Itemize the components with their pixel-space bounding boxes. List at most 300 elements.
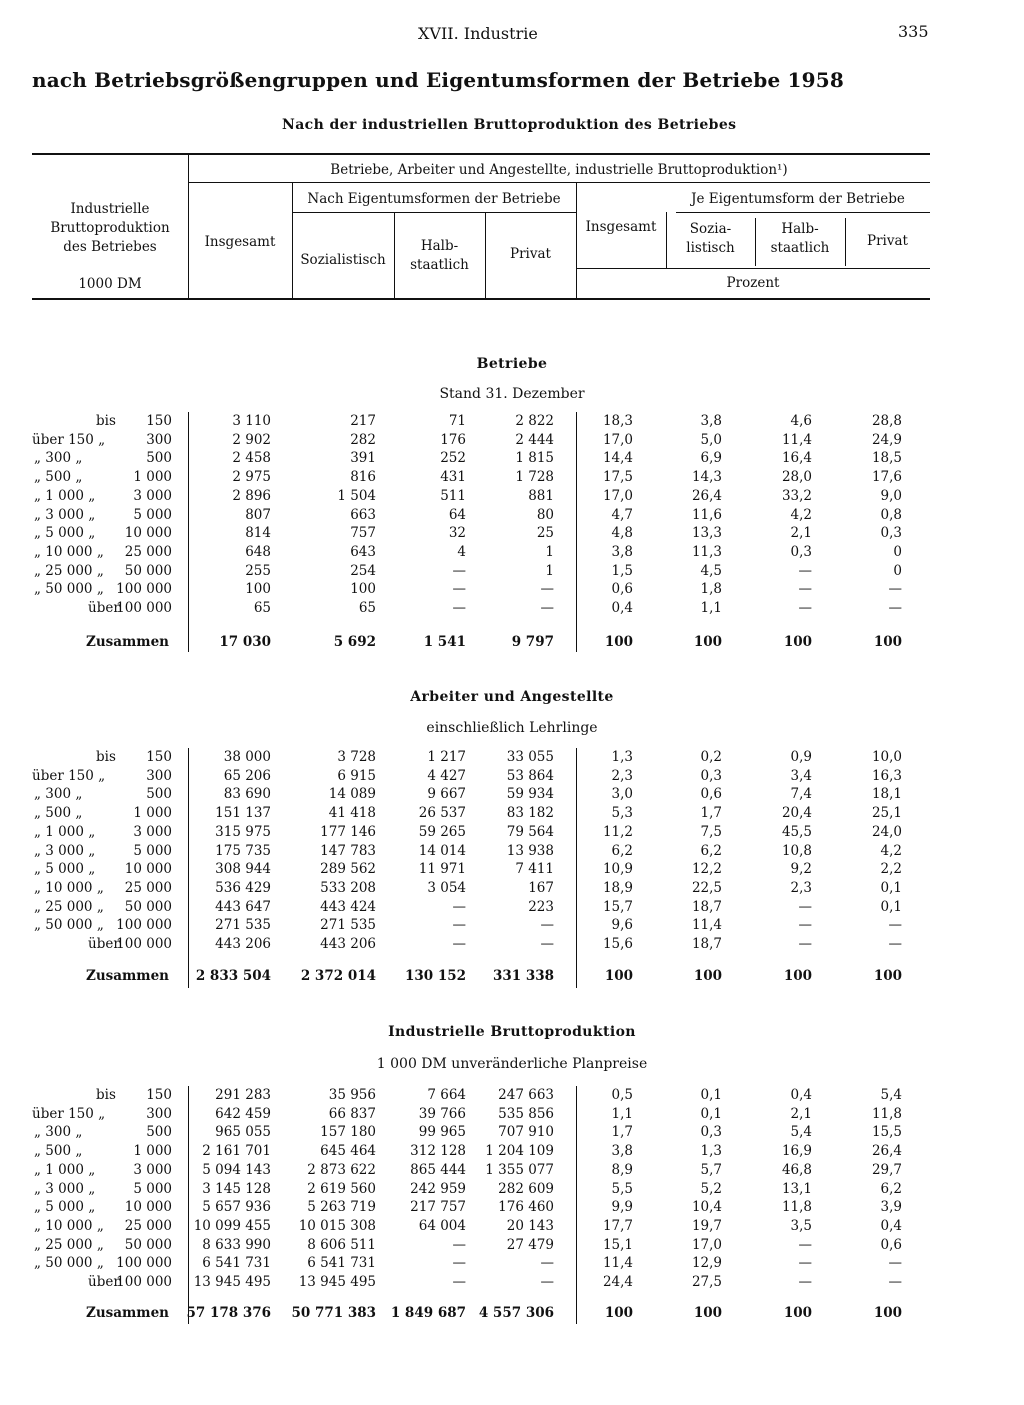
table-cell: 11,4	[602, 1255, 633, 1272]
table-row	[0, 860, 1024, 878]
section-title: Betriebe	[476, 356, 548, 372]
table-cell: 25	[536, 525, 554, 542]
total-cell: 1 541	[423, 634, 466, 650]
total-cell: 130 152	[404, 968, 466, 984]
row-label-to: 5 000	[133, 842, 172, 859]
table-cell: 9 667	[427, 786, 466, 803]
row-label-to: 100 000	[116, 936, 172, 952]
total-cell: 100	[873, 1305, 902, 1321]
table-cell: 535 856	[498, 1105, 554, 1122]
table-cell: 1 815	[515, 450, 554, 467]
row-label-from: über 150 „	[32, 1105, 106, 1122]
table-cell: 15,7	[602, 898, 633, 915]
col-prozent: Prozent	[726, 275, 780, 291]
table-cell: 12,2	[691, 861, 722, 878]
row-label-from: „ 50 000 „	[34, 1255, 104, 1272]
table-row	[0, 580, 1024, 598]
row-label-from: „ 300 „	[34, 450, 83, 467]
table-cell: —	[798, 1255, 812, 1272]
table-cell: 2 896	[232, 487, 271, 504]
table-cell: —	[888, 600, 902, 616]
row-label-to: 150	[146, 413, 172, 429]
table-row	[0, 879, 1024, 897]
header-bottom-rule	[32, 298, 930, 300]
table-row	[0, 916, 1024, 934]
row-label-to: 1 000	[133, 469, 172, 486]
table-cell: 1,5	[611, 562, 633, 579]
table-row	[0, 412, 1024, 430]
row-label-from: „ 300 „	[34, 786, 83, 803]
row-label-to: 100 000	[116, 581, 172, 598]
row-label-from: „ 3 000 „	[34, 842, 96, 859]
table-cell: 46,8	[781, 1161, 812, 1178]
row-label-to: 25 000	[124, 879, 172, 896]
table-cell: 5,5	[611, 1180, 633, 1197]
table-row	[0, 487, 1024, 505]
group-abs-title: Nach Eigentumsformen der Betriebe	[307, 191, 561, 207]
table-cell: 24,0	[871, 823, 902, 840]
table-cell: 1,1	[700, 600, 722, 616]
table-cell: 167	[528, 879, 554, 896]
table-cell: 965 055	[215, 1124, 271, 1141]
table-cell: 289 562	[320, 861, 376, 878]
table-cell: 271 535	[215, 917, 271, 934]
table-cell: —	[798, 917, 812, 934]
total-cell: 1 849 687	[390, 1305, 466, 1321]
row-label-from: „ 10 000 „	[34, 543, 104, 560]
table-cell: 1,7	[611, 1124, 633, 1141]
table-cell: 4	[457, 543, 466, 560]
row-label-from: „ 10 000 „	[34, 879, 104, 896]
table-cell: —	[540, 581, 554, 598]
table-cell: 32	[448, 525, 466, 542]
table-cell: 12,9	[691, 1255, 722, 1272]
table-cell: 24,4	[602, 1274, 633, 1290]
col-halbstaatlich-l2: staatlich	[410, 257, 469, 273]
table-cell: 59 934	[506, 786, 554, 803]
table-cell: 39 766	[418, 1105, 466, 1122]
row-label-from: „ 500 „	[34, 1143, 83, 1160]
table-cell: —	[540, 1255, 554, 1272]
table-cell: 5,4	[790, 1124, 812, 1141]
table-cell: 3,0	[611, 786, 633, 803]
table-cell: 6,9	[700, 450, 722, 467]
table-cell: 17,0	[602, 487, 633, 504]
table-cell: —	[540, 936, 554, 952]
table-cell: 13 945 495	[193, 1274, 271, 1290]
table-cell: 176	[440, 431, 466, 448]
row-label-from: „ 25 000 „	[34, 1236, 104, 1253]
table-cell: 2,2	[880, 861, 902, 878]
table-cell: 7 411	[515, 861, 554, 878]
table-cell: 65	[358, 600, 376, 616]
table-cell: 13 938	[506, 842, 554, 859]
section-title: Arbeiter und Angestellte	[410, 689, 614, 705]
table-row	[0, 1123, 1024, 1141]
table-cell: 807	[245, 506, 271, 523]
table-cell: 28,0	[781, 469, 812, 486]
running-header: XVII. Industrie	[418, 24, 538, 43]
table-cell: 5,2	[700, 1180, 722, 1197]
total-row	[0, 967, 1024, 985]
table-cell: 252	[440, 450, 466, 467]
table-cell: 282	[350, 431, 376, 448]
header-rule-groups-pct	[676, 212, 930, 213]
total-cell: 2 372 014	[300, 968, 376, 984]
table-row	[0, 1142, 1024, 1160]
table-cell: 2 444	[515, 431, 554, 448]
table-cell: 17,5	[602, 469, 633, 486]
row-label-to: 25 000	[124, 1217, 172, 1234]
row-label-from: bis	[96, 749, 116, 765]
table-cell: 3,4	[790, 767, 812, 784]
table-cell: 7,5	[700, 823, 722, 840]
table-cell: 11,2	[602, 823, 633, 840]
col-privat: Privat	[510, 246, 551, 262]
table-cell: 20 143	[506, 1217, 554, 1234]
table-cell: 151 137	[215, 805, 271, 822]
row-label-from: „ 300 „	[34, 1124, 83, 1141]
table-cell: 11,6	[691, 506, 722, 523]
table-cell: 16,9	[781, 1143, 812, 1160]
table-cell: 4,8	[611, 525, 633, 542]
table-cell: 223	[528, 898, 554, 915]
row-label-from: „ 1 000 „	[34, 1161, 96, 1178]
table-cell: 17,0	[602, 431, 633, 448]
table-cell: 6,2	[700, 842, 722, 859]
table-cell: 1 204 109	[485, 1143, 554, 1160]
table-cell: 0,3	[700, 1124, 722, 1141]
row-label-to: 50 000	[124, 1236, 172, 1253]
table-cell: 865 444	[410, 1161, 466, 1178]
row-label-to: 50 000	[124, 562, 172, 579]
header-rule-prozent	[576, 268, 930, 269]
table-cell: 0,6	[700, 786, 722, 803]
table-cell: 0,6	[880, 1236, 902, 1253]
span-title: Betriebe, Arbeiter und Angestellte, industrielle Bruttoproduktion¹)	[330, 162, 788, 178]
table-cell: 22,5	[691, 879, 722, 896]
page-title: nach Betriebsgrößengruppen und Eigentumsformen der Betriebe 1958	[32, 68, 844, 92]
table-cell: 5 657 936	[202, 1199, 271, 1216]
col-halbstaatlich-pct-l2: staatlich	[770, 240, 830, 256]
table-cell: 33,2	[781, 487, 812, 504]
row-label-from: „ 3 000 „	[34, 506, 96, 523]
table-row	[0, 1273, 1024, 1291]
table-cell: 3 728	[337, 749, 376, 765]
table-cell: 0,6	[611, 581, 633, 598]
table-row	[0, 1198, 1024, 1216]
table-cell: 10 099 455	[193, 1217, 271, 1234]
table-cell: 18,9	[602, 879, 633, 896]
table-cell: 2 902	[232, 431, 271, 448]
table-cell: —	[798, 600, 812, 616]
table-cell: 0,3	[700, 767, 722, 784]
table-cell: 1,3	[611, 749, 633, 765]
row-label-to: 3 000	[133, 1161, 172, 1178]
table-cell: 3 145 128	[202, 1180, 271, 1197]
table-cell: 0	[893, 562, 902, 579]
table-cell: 2 619 560	[307, 1180, 376, 1197]
group-pct-title: Je Eigentumsform der Betriebe	[691, 191, 905, 207]
table-row	[0, 449, 1024, 467]
table-cell: 8 633 990	[202, 1236, 271, 1253]
row-label-to: 100 000	[116, 1255, 172, 1272]
table-cell: 14,3	[691, 469, 722, 486]
row-label-from: „ 25 000 „	[34, 898, 104, 915]
table-cell: 2,1	[790, 1105, 812, 1122]
table-cell: 5,4	[880, 1087, 902, 1103]
table-cell: 814	[245, 525, 271, 542]
table-cell: 17,7	[602, 1217, 633, 1234]
total-cell: 57 178 376	[186, 1305, 271, 1321]
row-label-to: 300	[146, 431, 172, 448]
row-label-from: über 150 „	[32, 767, 106, 784]
table-cell: 3,8	[611, 543, 633, 560]
table-cell: 157 180	[320, 1124, 376, 1141]
total-cell: 100	[604, 634, 633, 650]
table-cell: 16,3	[871, 767, 902, 784]
table-cell: 2 873 622	[307, 1161, 376, 1178]
total-cell: 100	[604, 1305, 633, 1321]
table-row	[0, 543, 1024, 561]
row-label-to: 5 000	[133, 506, 172, 523]
table-cell: —	[798, 581, 812, 598]
table-cell: 13 945 495	[298, 1274, 376, 1290]
table-cell: 26,4	[871, 1143, 902, 1160]
row-label-to: 1 000	[133, 805, 172, 822]
table-row	[0, 1180, 1024, 1198]
table-cell: —	[452, 1236, 466, 1253]
table-cell: —	[452, 1274, 466, 1290]
table-cell: —	[452, 581, 466, 598]
table-cell: 3 110	[232, 413, 271, 429]
table-cell: —	[540, 917, 554, 934]
table-cell: 38 000	[223, 749, 271, 765]
table-cell: 18,1	[871, 786, 902, 803]
table-cell: 18,7	[691, 898, 722, 915]
table-cell: 14 089	[328, 786, 376, 803]
table-cell: 7 664	[427, 1087, 466, 1103]
table-cell: 1 217	[427, 749, 466, 765]
total-cell: 100	[873, 968, 902, 984]
table-cell: 7,4	[790, 786, 812, 803]
table-cell: 15,5	[871, 1124, 902, 1141]
table-row	[0, 468, 1024, 486]
row-label-to: 500	[146, 786, 172, 803]
table-row	[0, 748, 1024, 766]
table-cell: 282 609	[498, 1180, 554, 1197]
row-label-from: bis	[96, 1087, 116, 1103]
table-cell: 9,2	[790, 861, 812, 878]
table-cell: 5,0	[700, 431, 722, 448]
table-cell: 1 504	[337, 487, 376, 504]
table-cell: 271 535	[320, 917, 376, 934]
table-cell: —	[888, 1255, 902, 1272]
table-cell: 533 208	[320, 879, 376, 896]
table-cell: 9,6	[611, 917, 633, 934]
row-label-to: 100 000	[116, 1274, 172, 1290]
table-cell: —	[452, 936, 466, 952]
table-cell: 53 864	[506, 767, 554, 784]
table-cell: 6,2	[880, 1180, 902, 1197]
row-header-line-2: Bruttoproduktion	[50, 220, 170, 236]
table-cell: 8 606 511	[307, 1236, 376, 1253]
table-cell: —	[452, 600, 466, 616]
table-cell: —	[888, 1274, 902, 1290]
table-cell: 25,1	[871, 805, 902, 822]
table-cell: 18,7	[691, 936, 722, 952]
table-cell: 11,3	[691, 543, 722, 560]
table-row	[0, 506, 1024, 524]
table-cell: 2,1	[790, 525, 812, 542]
table-cell: 1,1	[611, 1105, 633, 1122]
table-cell: 59 265	[418, 823, 466, 840]
row-label-to: 3 000	[133, 487, 172, 504]
table-cell: 308 944	[215, 861, 271, 878]
table-cell: 0,4	[611, 600, 633, 616]
row-label-to: 500	[146, 450, 172, 467]
table-cell: 11,4	[781, 431, 812, 448]
total-cell: 331 338	[492, 968, 554, 984]
table-cell: 4,7	[611, 506, 633, 523]
table-cell: 147 783	[320, 842, 376, 859]
table-cell: 10 015 308	[298, 1217, 376, 1234]
table-cell: 10,9	[602, 861, 633, 878]
table-cell: 18,3	[602, 413, 633, 429]
table-cell: 3,8	[611, 1143, 633, 1160]
table-cell: 1,3	[700, 1143, 722, 1160]
total-cell: 2 833 504	[195, 968, 271, 984]
table-cell: 15,1	[602, 1236, 633, 1253]
table-cell: 71	[448, 413, 466, 429]
col-sozialistisch-pct-l1: Sozia-	[689, 221, 732, 237]
row-label-from: über 150 „	[32, 431, 106, 448]
table-cell: 1 728	[515, 469, 554, 486]
col-insgesamt-pct: Insgesamt	[585, 219, 657, 235]
row-label-from: über	[88, 1274, 120, 1290]
row-label-from: „ 1 000 „	[34, 487, 96, 504]
row-label-to: 150	[146, 1087, 172, 1103]
row-label-to: 100 000	[116, 917, 172, 934]
table-cell: 100	[350, 581, 376, 598]
table-cell: 18,5	[871, 450, 902, 467]
table-cell: 0,3	[880, 525, 902, 542]
table-cell: 79 564	[506, 823, 554, 840]
row-label-from: „ 5 000 „	[34, 525, 96, 542]
table-cell: 27,5	[691, 1274, 722, 1290]
table-cell: 10,0	[871, 749, 902, 765]
header-top-rule	[32, 153, 930, 155]
total-cell: 100	[693, 968, 722, 984]
table-cell: 4,2	[880, 842, 902, 859]
table-cell: 8,9	[611, 1161, 633, 1178]
row-label-from: über	[88, 936, 120, 952]
table-cell: 4,5	[700, 562, 722, 579]
table-row	[0, 1161, 1024, 1179]
table-cell: 41 418	[328, 805, 376, 822]
table-cell: —	[452, 1255, 466, 1272]
table-cell: 1,8	[700, 581, 722, 598]
table-cell: 0	[893, 543, 902, 560]
page-subtitle: Nach der industriellen Bruttoproduktion des Betriebes	[282, 117, 737, 133]
table-row	[0, 1254, 1024, 1272]
row-label-from: „ 10 000 „	[34, 1217, 104, 1234]
table-cell: —	[888, 917, 902, 934]
table-row	[0, 1105, 1024, 1123]
table-cell: 0,8	[880, 506, 902, 523]
row-label-from: bis	[96, 413, 116, 429]
table-cell: 217	[350, 413, 376, 429]
table-cell: 65	[253, 600, 271, 616]
table-row	[0, 1236, 1024, 1254]
table-cell: 648	[245, 543, 271, 560]
table-cell: 0,4	[880, 1217, 902, 1234]
table-cell: 511	[440, 487, 466, 504]
table-cell: 0,1	[700, 1087, 722, 1103]
table-cell: 2 975	[232, 469, 271, 486]
table-cell: 443 206	[320, 936, 376, 952]
table-cell: 5,7	[700, 1161, 722, 1178]
table-row	[0, 524, 1024, 542]
total-cell: 100	[604, 968, 633, 984]
total-label: Zusammen	[86, 968, 169, 984]
row-label-to: 100 000	[116, 600, 172, 616]
row-label-to: 5 000	[133, 1180, 172, 1197]
table-cell: 2,3	[790, 879, 812, 896]
table-cell: 64 004	[418, 1217, 466, 1234]
table-cell: 0,5	[611, 1087, 633, 1103]
row-label-from: „ 5 000 „	[34, 861, 96, 878]
table-cell: 10,8	[781, 842, 812, 859]
table-cell: 0,1	[880, 898, 902, 915]
header-rule-span	[188, 182, 930, 183]
col-halbstaatlich-l1: Halb-	[420, 238, 459, 254]
table-cell: 642 459	[215, 1105, 271, 1122]
table-cell: 291 283	[215, 1087, 271, 1103]
table-cell: —	[540, 600, 554, 616]
table-cell: 9,9	[611, 1199, 633, 1216]
table-cell: —	[888, 936, 902, 952]
table-cell: —	[798, 898, 812, 915]
table-cell: 2 458	[232, 450, 271, 467]
page-number: 335	[898, 22, 929, 41]
table-cell: 312 128	[410, 1143, 466, 1160]
total-cell: 100	[693, 634, 722, 650]
table-cell: 536 429	[215, 879, 271, 896]
table-cell: 35 956	[328, 1087, 376, 1103]
table-cell: 0,9	[790, 749, 812, 765]
table-cell: 80	[536, 506, 554, 523]
table-cell: 100	[245, 581, 271, 598]
table-cell: —	[798, 936, 812, 952]
row-label-to: 500	[146, 1124, 172, 1141]
table-cell: 24,9	[871, 431, 902, 448]
table-cell: —	[452, 917, 466, 934]
table-cell: 26,4	[691, 487, 722, 504]
row-label-from: „ 500 „	[34, 805, 83, 822]
table-cell: 0,2	[700, 749, 722, 765]
row-label-to: 25 000	[124, 543, 172, 560]
table-row	[0, 898, 1024, 916]
table-cell: —	[888, 581, 902, 598]
table-cell: 11,8	[781, 1199, 812, 1216]
table-cell: 663	[350, 506, 376, 523]
row-label-from: „ 50 000 „	[34, 581, 104, 598]
table-cell: —	[798, 1274, 812, 1290]
table-cell: 17,0	[691, 1236, 722, 1253]
table-cell: 217 757	[410, 1199, 466, 1216]
table-cell: 4,2	[790, 506, 812, 523]
